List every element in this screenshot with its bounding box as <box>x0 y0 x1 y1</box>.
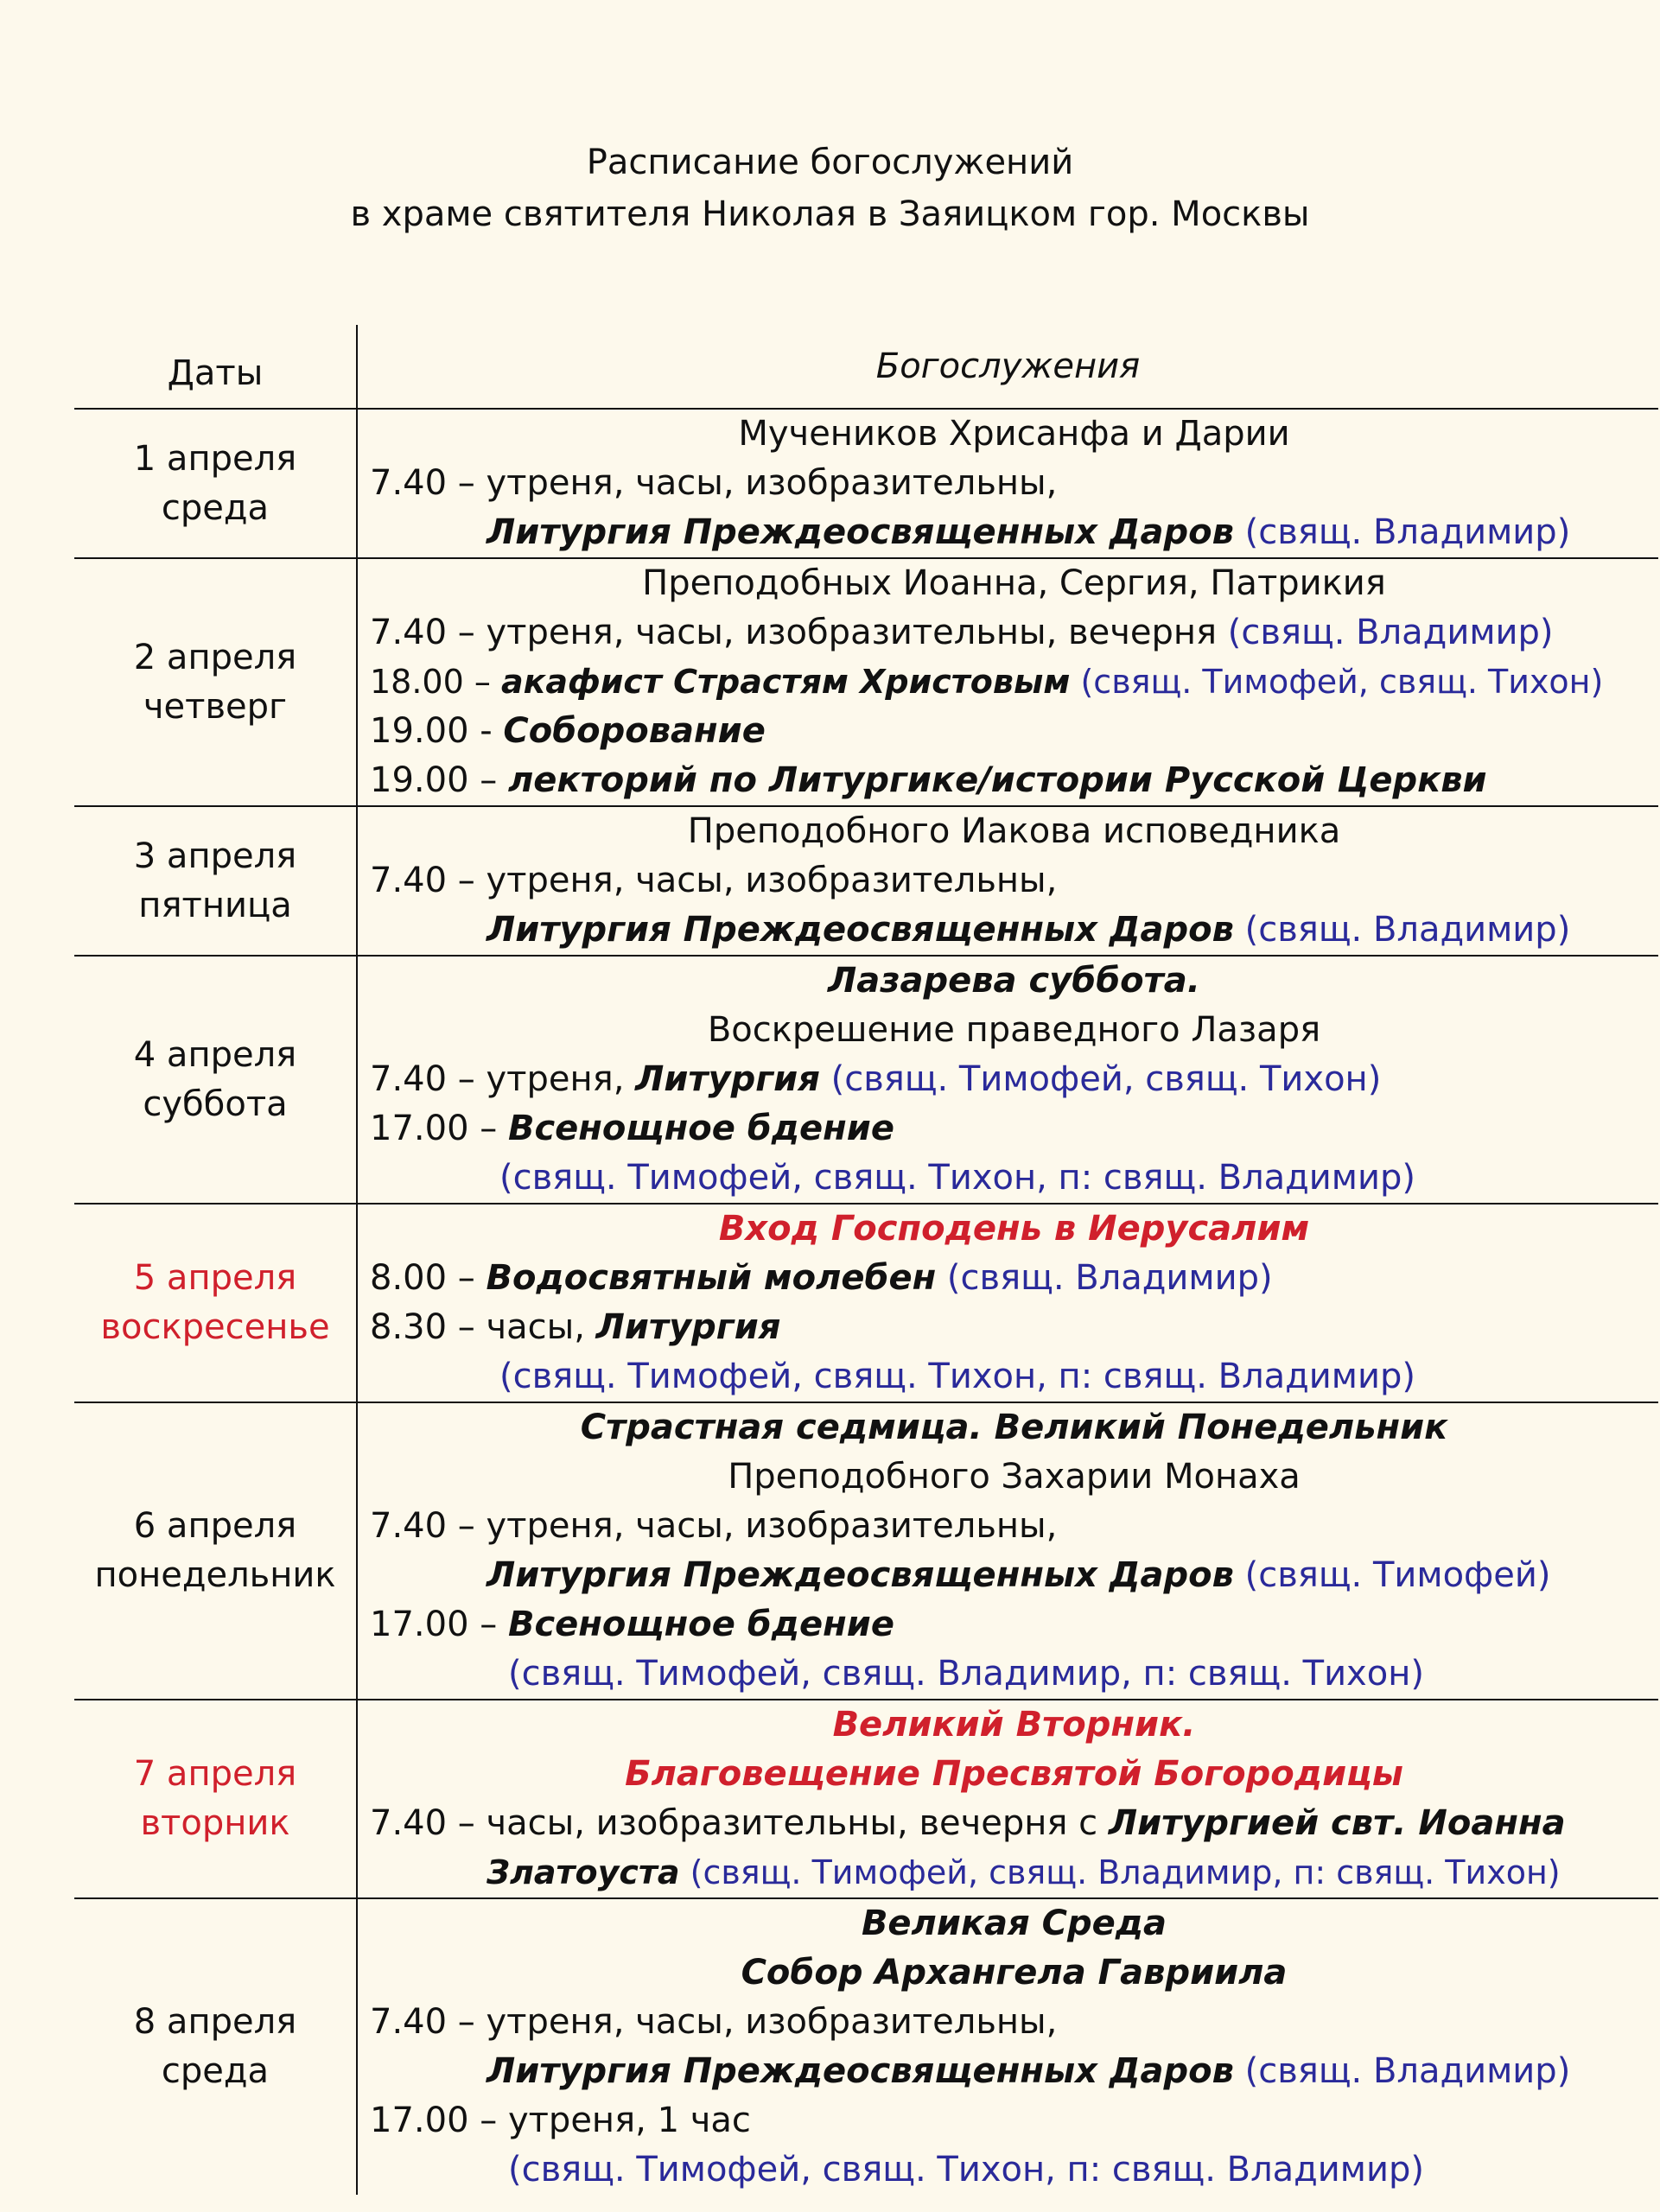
date-cell <box>74 956 357 1204</box>
schedule-table <box>74 325 1658 2195</box>
service-text: утреня, часы, изобразительны, вечерня <box>486 613 1218 652</box>
time: 18.00 – <box>370 663 501 701</box>
weekday: четверг <box>143 686 288 727</box>
service-title: Литургией свт. Иоанна <box>1108 1803 1566 1843</box>
time: 19.00 - <box>370 711 504 751</box>
services-cell <box>357 806 1658 956</box>
service-text: утреня, 1 час <box>507 2101 751 2140</box>
page-title <box>0 137 1660 240</box>
date-cell <box>74 1402 357 1700</box>
clergy: (свящ. Тимофей, свящ. Тихон) <box>1070 663 1604 701</box>
feast-title: Вход Господень в Иерусалим <box>718 1209 1310 1249</box>
time: 7.40 – <box>370 463 487 503</box>
weekday: понедельник <box>94 1555 336 1595</box>
feast-name: Преподобного Захарии Монаха <box>728 1457 1301 1497</box>
header-dates: Даты <box>167 353 264 393</box>
clergy: (свящ. Тимофей, свящ. Тихон, п: свящ. Владимир) <box>499 1158 1415 1198</box>
services-cell <box>357 1402 1658 1700</box>
date: 3 апреля <box>133 836 297 876</box>
feast-title: Собор Архангела Гавриила <box>741 1953 1288 1993</box>
time: 17.00 – <box>370 1109 508 1148</box>
table-row <box>74 409 1658 558</box>
services-cell <box>357 558 1658 806</box>
date-cell <box>74 1700 357 1898</box>
feast-title: Лазарева суббота. <box>828 961 1200 1001</box>
feast-name: Преподобного Иакова исповедника <box>687 811 1341 851</box>
service-text: утреня, часы, изобразительны, <box>486 2002 1058 2042</box>
date-cell <box>74 806 357 956</box>
table-row <box>74 1898 1658 2195</box>
table-row <box>74 1700 1658 1898</box>
service-title: Водосвятный молебен <box>486 1258 937 1298</box>
service-text: утреня, <box>486 1059 636 1099</box>
services-cell <box>357 409 1658 558</box>
service-text: утреня, часы, изобразительны, <box>486 463 1058 503</box>
service-title: Литургия Преждеосвященных Даров <box>487 1555 1234 1595</box>
clergy: (свящ. Владимир) <box>1233 910 1571 950</box>
weekday: воскресенье <box>100 1307 330 1347</box>
date-cell <box>74 1204 357 1402</box>
date-cell <box>74 558 357 806</box>
clergy: (свящ. Тимофей, свящ. Владимир, п: свящ. Тихон) <box>679 1853 1561 1891</box>
title-line-1: Расписание богослужений <box>586 143 1074 182</box>
services-cell <box>357 1700 1658 1898</box>
service-text: часы, изобразительны, вечерня с <box>486 1803 1109 1843</box>
feast-name: Преподобных Иоанна, Сергия, Патрикия <box>642 563 1386 603</box>
date: 6 апреля <box>133 1506 297 1546</box>
service-line <box>370 459 1658 508</box>
feast-title: Страстная седмица. Великий Понедельник <box>580 1408 1448 1447</box>
service-title: акафист Страстям Христовым <box>500 663 1071 701</box>
feast-name: Воскрешение праведного Лазаря <box>707 1010 1321 1050</box>
header-services: Богослужения <box>357 325 1658 409</box>
date: 5 апреля <box>133 1258 297 1298</box>
clergy: (свящ. Тимофей, свящ. Тихон) <box>819 1059 1382 1099</box>
clergy: (свящ. Владимир) <box>936 1258 1273 1298</box>
weekday: среда <box>161 487 270 528</box>
weekday: пятница <box>138 885 292 925</box>
time: 8.30 – <box>370 1307 487 1347</box>
table-row <box>74 558 1658 806</box>
service-title: Литургия <box>635 1059 820 1099</box>
services-cell <box>357 956 1658 1204</box>
service-title: Литургия Преждеосвященных Даров <box>487 512 1234 552</box>
title-line-2: в храме святителя Николая в Заяицком гор. Москвы <box>350 194 1310 234</box>
service-text: утреня, часы, изобразительны, <box>486 1506 1058 1546</box>
date: 4 апреля <box>133 1034 297 1075</box>
time: 7.40 – <box>370 861 487 900</box>
service-text: часы, <box>486 1307 596 1347</box>
date: 7 апреля <box>133 1754 297 1794</box>
date: 1 апреля <box>133 438 297 479</box>
time: 8.00 – <box>370 1258 487 1298</box>
service-title: лекторий по Литургике/истории Русской Церкви <box>507 760 1487 800</box>
table-row <box>74 956 1658 1204</box>
feast-title: Великая Среда <box>861 1904 1167 1943</box>
service-title: Соборование <box>503 711 766 751</box>
service-text: утреня, часы, изобразительны, <box>486 861 1058 900</box>
services-cell <box>357 1898 1658 2195</box>
time: 17.00 – <box>370 2101 508 2140</box>
feast-title: Благовещение Пресвятой Богородицы <box>625 1754 1403 1794</box>
time: 19.00 – <box>370 760 508 800</box>
weekday: вторник <box>140 1803 290 1843</box>
table-row <box>74 806 1658 956</box>
weekday: среда <box>161 2051 270 2091</box>
clergy: (свящ. Владимир) <box>1217 613 1554 652</box>
date: 2 апреля <box>133 637 297 677</box>
weekday: суббота <box>143 1084 288 1124</box>
service-title: Златоуста <box>487 1853 680 1891</box>
clergy: (свящ. Тимофей, свящ. Тихон, п: свящ. Владимир) <box>508 2150 1424 2190</box>
clergy: (свящ. Тимофей) <box>1233 1555 1551 1595</box>
clergy: (свящ. Владимир) <box>1233 512 1571 552</box>
date-cell <box>74 409 357 558</box>
feast-name: Мучеников Хрисанфа и Дарии <box>738 414 1290 454</box>
service-title: Всенощное бдение <box>507 1605 894 1644</box>
time: 7.40 – <box>370 1059 487 1099</box>
clergy: (свящ. Тимофей, свящ. Тихон, п: свящ. Владимир) <box>499 1357 1415 1396</box>
date-cell <box>74 1898 357 2195</box>
date: 8 апреля <box>133 2002 297 2042</box>
service-title: Всенощное бдение <box>507 1109 894 1148</box>
time: 7.40 – <box>370 2002 487 2042</box>
time: 7.40 – <box>370 1506 487 1546</box>
table-row <box>74 1204 1658 1402</box>
time: 7.40 – <box>370 613 487 652</box>
service-title: Литургия Преждеосвященных Даров <box>487 2051 1234 2091</box>
time: 7.40 – <box>370 1803 487 1843</box>
table-header <box>74 325 1658 409</box>
time: 17.00 – <box>370 1605 508 1644</box>
table-row <box>74 1402 1658 1700</box>
services-cell <box>357 1204 1658 1402</box>
service-title: Литургия Преждеосвященных Даров <box>487 910 1234 950</box>
service-title: Литургия <box>595 1307 781 1347</box>
feast-title: Великий Вторник. <box>832 1705 1196 1745</box>
clergy: (свящ. Тимофей, свящ. Владимир, п: свящ. Тихон) <box>508 1654 1424 1694</box>
clergy: (свящ. Владимир) <box>1233 2051 1571 2091</box>
